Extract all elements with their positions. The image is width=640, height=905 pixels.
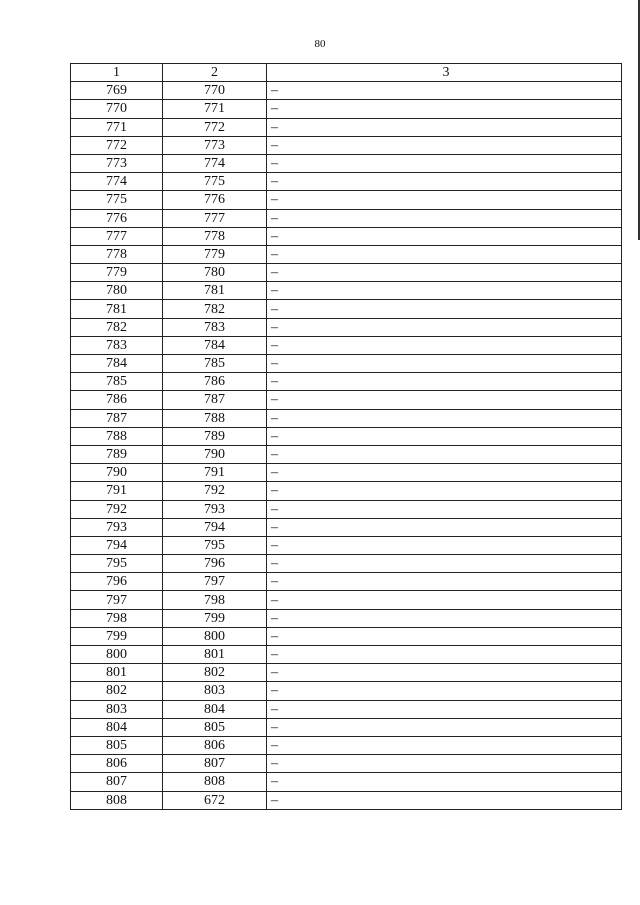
table-cell-col1: 803 <box>71 700 163 718</box>
table-row <box>71 591 622 609</box>
table-cell-col1: 793 <box>71 518 163 536</box>
table-cell-col2: 805 <box>163 718 267 736</box>
table-row <box>71 318 622 336</box>
table-cell-col3: – <box>267 318 622 336</box>
table-cell-col1: 776 <box>71 209 163 227</box>
table-cell-col2: 785 <box>163 355 267 373</box>
table-row <box>71 627 622 645</box>
table-cell-col3: – <box>267 445 622 463</box>
table-cell-col3: – <box>267 464 622 482</box>
column-header-3: 3 <box>267 64 622 82</box>
table-cell-col2: 799 <box>163 609 267 627</box>
table-row <box>71 300 622 318</box>
table-row <box>71 791 622 809</box>
table-row <box>71 482 622 500</box>
table-row <box>71 664 622 682</box>
table-cell-col3: – <box>267 718 622 736</box>
table-row <box>71 773 622 791</box>
table-cell-col2: 801 <box>163 646 267 664</box>
table-cell-col3: – <box>267 373 622 391</box>
table-cell-col1: 790 <box>71 464 163 482</box>
table-cell-col3: – <box>267 682 622 700</box>
table-cell-col2: 783 <box>163 318 267 336</box>
table-cell-col1: 808 <box>71 791 163 809</box>
table-cell-col3: – <box>267 209 622 227</box>
table-cell-col2: 779 <box>163 245 267 263</box>
table-row <box>71 136 622 154</box>
table-cell-col2: 789 <box>163 427 267 445</box>
table-cell-col2: 778 <box>163 227 267 245</box>
table-row <box>71 227 622 245</box>
table-cell-col2: 786 <box>163 373 267 391</box>
table-cell-col3: – <box>267 627 622 645</box>
table-cell-col2: 795 <box>163 536 267 554</box>
table-row <box>71 409 622 427</box>
table-row <box>71 500 622 518</box>
table-row <box>71 700 622 718</box>
table-cell-col2: 808 <box>163 773 267 791</box>
table-cell-col1: 784 <box>71 355 163 373</box>
table-row <box>71 536 622 554</box>
table-row <box>71 427 622 445</box>
table-cell-col2: 794 <box>163 518 267 536</box>
table-cell-col1: 775 <box>71 191 163 209</box>
table-cell-col3: – <box>267 154 622 172</box>
table-header-row <box>71 64 622 82</box>
table-cell-col2: 804 <box>163 700 267 718</box>
table-cell-col3: – <box>267 518 622 536</box>
table-cell-col1: 792 <box>71 500 163 518</box>
table-cell-col1: 770 <box>71 100 163 118</box>
table-cell-col3: – <box>267 355 622 373</box>
table-cell-col3: – <box>267 391 622 409</box>
table-cell-col3: – <box>267 82 622 100</box>
table-cell-col1: 800 <box>71 646 163 664</box>
table-row <box>71 391 622 409</box>
table-cell-col1: 801 <box>71 664 163 682</box>
table-cell-col2: 782 <box>163 300 267 318</box>
table-cell-col3: – <box>267 245 622 263</box>
table-row <box>71 464 622 482</box>
table-cell-col1: 794 <box>71 536 163 554</box>
table-cell-col2: 803 <box>163 682 267 700</box>
table-cell-col2: 798 <box>163 591 267 609</box>
table-cell-col1: 788 <box>71 427 163 445</box>
table-cell-col3: – <box>267 736 622 754</box>
table-cell-col1: 773 <box>71 154 163 172</box>
table-row <box>71 573 622 591</box>
page-number: 80 <box>314 38 326 50</box>
table-cell-col3: – <box>267 427 622 445</box>
table-cell-col1: 781 <box>71 300 163 318</box>
table-cell-col3: – <box>267 536 622 554</box>
table-cell-col2: 790 <box>163 445 267 463</box>
table-cell-col1: 796 <box>71 573 163 591</box>
table-cell-col2: 791 <box>163 464 267 482</box>
table-cell-col3: – <box>267 173 622 191</box>
table-row <box>71 755 622 773</box>
table-cell-col1: 789 <box>71 445 163 463</box>
table-cell-col2: 802 <box>163 664 267 682</box>
table-cell-col2: 792 <box>163 482 267 500</box>
table-cell-col3: – <box>267 664 622 682</box>
table-cell-col3: – <box>267 591 622 609</box>
table-cell-col3: – <box>267 282 622 300</box>
table-cell-col1: 798 <box>71 609 163 627</box>
table-row <box>71 736 622 754</box>
table-cell-col3: – <box>267 100 622 118</box>
table-cell-col1: 785 <box>71 373 163 391</box>
table-cell-col2: 775 <box>163 173 267 191</box>
table-cell-col3: – <box>267 409 622 427</box>
table-cell-col1: 779 <box>71 264 163 282</box>
table-cell-col1: 797 <box>71 591 163 609</box>
table-cell-col2: 793 <box>163 500 267 518</box>
column-header-1: 1 <box>71 64 163 82</box>
table-cell-col1: 804 <box>71 718 163 736</box>
table-row <box>71 373 622 391</box>
table-row <box>71 282 622 300</box>
table-row <box>71 555 622 573</box>
table-cell-col1: 769 <box>71 82 163 100</box>
table-cell-col2: 776 <box>163 191 267 209</box>
table-cell-col2: 796 <box>163 555 267 573</box>
table-cell-col1: 771 <box>71 118 163 136</box>
table-cell-col1: 799 <box>71 627 163 645</box>
table-row <box>71 173 622 191</box>
table-cell-col3: – <box>267 227 622 245</box>
table-cell-col1: 806 <box>71 755 163 773</box>
table-row <box>71 682 622 700</box>
table-cell-col3: – <box>267 555 622 573</box>
table-row <box>71 336 622 354</box>
table-cell-col1: 807 <box>71 773 163 791</box>
table-cell-col2: 800 <box>163 627 267 645</box>
table-row <box>71 100 622 118</box>
data-table <box>70 63 622 810</box>
table-cell-col2: 784 <box>163 336 267 354</box>
table-row <box>71 718 622 736</box>
table-row <box>71 518 622 536</box>
table-cell-col1: 780 <box>71 282 163 300</box>
table-row <box>71 191 622 209</box>
table-cell-col2: 780 <box>163 264 267 282</box>
table-cell-col2: 777 <box>163 209 267 227</box>
table-cell-col2: 807 <box>163 755 267 773</box>
table-cell-col1: 783 <box>71 336 163 354</box>
table-row <box>71 609 622 627</box>
table-row <box>71 154 622 172</box>
table-cell-col3: – <box>267 773 622 791</box>
table-cell-col1: 791 <box>71 482 163 500</box>
table-cell-col3: – <box>267 573 622 591</box>
table-row <box>71 82 622 100</box>
table-row <box>71 445 622 463</box>
table-cell-col3: – <box>267 482 622 500</box>
table-row <box>71 209 622 227</box>
table-cell-col1: 802 <box>71 682 163 700</box>
table-cell-col3: – <box>267 118 622 136</box>
table-cell-col1: 777 <box>71 227 163 245</box>
table-cell-col3: – <box>267 264 622 282</box>
table-row <box>71 245 622 263</box>
table-cell-col3: – <box>267 300 622 318</box>
table-cell-col1: 795 <box>71 555 163 573</box>
table-cell-col2: 797 <box>163 573 267 591</box>
table-cell-col3: – <box>267 791 622 809</box>
table-cell-col1: 786 <box>71 391 163 409</box>
table-cell-col3: – <box>267 191 622 209</box>
table-cell-col2: 771 <box>163 100 267 118</box>
table-cell-col1: 778 <box>71 245 163 263</box>
table-cell-col2: 770 <box>163 82 267 100</box>
table-cell-col3: – <box>267 646 622 664</box>
column-header-2: 2 <box>163 64 267 82</box>
table-cell-col1: 772 <box>71 136 163 154</box>
table-cell-col3: – <box>267 136 622 154</box>
table-row <box>71 355 622 373</box>
table-cell-col3: – <box>267 755 622 773</box>
table-cell-col2: 772 <box>163 118 267 136</box>
table-cell-col2: 781 <box>163 282 267 300</box>
table-cell-col2: 774 <box>163 154 267 172</box>
table-cell-col2: 806 <box>163 736 267 754</box>
table-cell-col3: – <box>267 500 622 518</box>
table-cell-col1: 774 <box>71 173 163 191</box>
table-row <box>71 118 622 136</box>
table-cell-col3: – <box>267 336 622 354</box>
table-cell-col2: 773 <box>163 136 267 154</box>
table-cell-col2: 672 <box>163 791 267 809</box>
table-cell-col2: 787 <box>163 391 267 409</box>
table-cell-col2: 788 <box>163 409 267 427</box>
table-cell-col1: 782 <box>71 318 163 336</box>
table-cell-col3: – <box>267 609 622 627</box>
table-cell-col3: – <box>267 700 622 718</box>
table-cell-col1: 787 <box>71 409 163 427</box>
table-row <box>71 646 622 664</box>
table-cell-col1: 805 <box>71 736 163 754</box>
table-row <box>71 264 622 282</box>
table-body <box>71 82 622 810</box>
